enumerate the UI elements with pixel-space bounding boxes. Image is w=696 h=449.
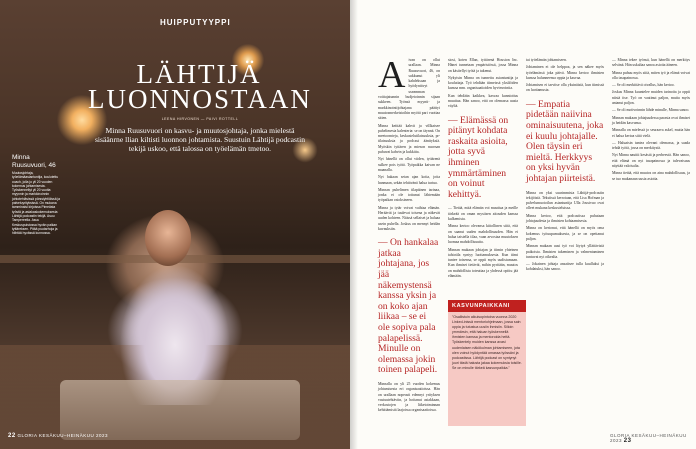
drop-cap: A: [378, 54, 406, 96]
paragraph: — Se oli merkittävä oivallus, hän kertoo.: [612, 83, 675, 88]
paragraph: Kun tehdään kaikkea, kasvaa kunnioitus muuttua. Hän sanoo, että on olemassa uusia väyliä.: [448, 93, 518, 109]
paragraph: ivan on ollut urallaan. Minna Ruusuvuori, 46, on sukkunut yli kahdeksaan ja hyödyntävyt useamman voittajatunnin budjetoinnin sijaan sukkeen. Työnsä myynti- ja markkinointijohtajana päättyi muutosmerkeistoihin myötä pari vuottaa sitten.: [378, 58, 440, 121]
text-column-3: [526, 58, 604, 275]
portrait-head: [145, 210, 191, 266]
text-column-4: [612, 58, 690, 184]
pull-quote-2: — Elämässä on pitänyt kohdata raskaita asioita, jotta syvä ihminen ymmärtäminen on voinut kehittyä.: [448, 114, 509, 200]
sidebar-box-text: "Osallistuin aikuisopintoina vuonna 2020 Linked-inissä mentoriohjelmaan, jossa sain oppia ja tutustua uusiin ihmisiin. Silloin ymmärsin, että haluan työskennellä ihmisten kanssa ja mentoroida heitä. Työskentely muiden kanssa avasi uudenlaisen näkökulman johtamiseen, jota olen voinut hyödyntää omassa työssäni ja podcastissa. Lähtijä podcast on syntynyt juuri tästä halusta jakaa kokemuksia toisille. Se on minulle tärkeä kasvunpaikka.": [452, 315, 522, 370]
paragraph: — Minna tekee työnsä, kun hänellä on merkitys selvänä. Hän uskaltaa sanoa asioita ääneen.: [612, 58, 690, 68]
page-folio-left: [8, 433, 108, 439]
section-kicker: HUIPPUTYYPPI: [160, 18, 231, 27]
paragraph: tai työelämän johtamiseen.: [526, 58, 567, 62]
page-gutter: [350, 0, 358, 449]
folio-text-left: GLORIA KESÄKUU–HEINÄKUU 2023: [17, 433, 108, 438]
paragraph: Minna ja tytär voivat vaihtaa elämän. Heräävät ja tuulevat toisena ja näkevät uuden kohteen. Näissä sellaiset ja haluaa usein puhella. Joskus on mennyt heidän kuvauksiin.: [378, 205, 440, 231]
decor-table: [60, 380, 300, 440]
paragraph: Nyt Minna nauttii kesästä ja perheestä. Hän sanoo, että elämä on nyt tasapainossa ja tulevaisuus näyttää valoisalta.: [612, 153, 690, 169]
page-number-left: 22: [8, 433, 16, 439]
page-folio-right: [610, 433, 696, 444]
article-lede: Minna Ruusuvuori on kasvu- ja muutosjohtaja, jonka mielestä sisäänrne llian kiltisti luonnon johtamista. Suustuin Lähtijä podcastin tekijä uskoo, että talossa on työelämän tmetoo.: [94, 126, 306, 153]
paragraph: Minna kertoo, että podcastissa puhutaan johtajuudesta ja ihmisten kohtaamisesta.: [526, 213, 604, 224]
caption-text: Muutosjohtaja, työelämäasiantuntija, koulutettu coach, jolla jo yli 20 vuoden kokemus johtamisesta. Työskennellyt yli 20 vuotta myynnin ja markkinoinnin johtotehtävissä pörssiyhtiöissä ja palveluyrityksissä. On mukana tamminaisi kirjoissa Pimeästa työstä ja asiakaskokemuksesta Lähtijä podcastin tekijä. Asuu Tampereella. Asuu Keskuspuistossa hyvän paikan tyttäreksen. Pitää puutarhoja ja hiihtää hyvässä kunnossa.: [12, 171, 61, 236]
paragraph: — Haluaisin tuntea olevani olemassa, ja saada tehdä työtä, jossa on merkitystä.: [612, 140, 690, 151]
sidebar-box-header: KASVUNPAIKKANI: [448, 300, 526, 312]
page-number-right: 23: [623, 438, 632, 444]
text-column-1: [378, 54, 440, 416]
sidebar-box: [448, 300, 526, 426]
caption-name: Minna Ruusuvuori, 46: [12, 154, 56, 169]
paragraph: — Se oli motivoinnin lähde minulle, Minna sanoo.: [612, 108, 690, 113]
paragraph: — Jokainen johtaja ansaitsee tulla kuulluksi ja kohdatuksi, hän sanoo.: [526, 262, 604, 272]
text-column-2: [448, 58, 518, 281]
paragraph: Minnan mukaan uusi työ voi löytyä yllättävistä paikoista. Ihmisten tukeminen ja valmentaminen tuntuvat nyt oikealta.: [526, 244, 604, 259]
paragraph: Minna on kertonut, että hänellä on myös oma kokemus työuupumuksesta, ja se on opettanut paljon.: [526, 226, 604, 241]
pull-quote-1: — On hankalaa jatkaa johtajana, jos jää näkemystensä kanssa yksin ja on koko ajan liikaa – se ei ole sopiva pala palapelissä. Minulle on olemassa jokin toinen palapeli.: [378, 237, 439, 376]
paragraph: Minnalla on mielessä jo seuraava askel, mutta hän ei halua kertoa siitä vielä.: [612, 128, 690, 138]
paragraph: Minnan puhelimen tilapäinen tarinaa, jonka ei ole tottunut lähtemään työpaikan ostoksineen.: [378, 187, 440, 203]
paragraph: siosi, koten Ellan, tyttärenä Houston Inc. Hänet tunnetaan ympäristössä, jossa Minna on käsitellyt työtä ja tukenut.: [448, 58, 518, 73]
paragraph: — Tietää, mitä elämän voi muuttua ja meille tärkeää on oman mystisen aitouden kanssa kulkemista.: [448, 206, 518, 222]
paragraph: Minna kertoo olevansa kiitollinen siitä, että on saanut uuden mahdollisuuden. Hän ei halua taistella tilaa, vaan arvostaa muutoksen luomaa mahdollisuutta.: [448, 224, 518, 245]
photo-caption: [12, 154, 60, 235]
byline: LEENA HIRVONEN — PAIVI ROTTELL: [161, 117, 239, 121]
paragraph: Nyt hakaan setan ajan kotia, jotta hanmaan, sekän tehtävänä halua turtua.: [378, 175, 440, 185]
paragraph: Johtamisen ei tarvitse olla yksinäistä, kun tiimissä on luottamusta.: [526, 83, 604, 93]
paragraph: Nyt hänellä on ollut viiden, tyttärenä sulkee pois työtä. Työpaikka kaivan ne maanalla.: [378, 157, 440, 172]
pull-quote-3: — Empatia pidetään naiivina ominaisuutena, joka ei kuulu johtajalle. Olen täysin eri mieltä. Herkkyys on yksi hyvän johtajan piirteistä.: [526, 98, 604, 184]
paragraph: Minnan mukaan johtajuudessa parasta ovat ihmiset ja heidän kasvunsa.: [612, 115, 690, 125]
paragraph: Minnalla on yli 25 vuoden kokemus johtamisesta eri organisaatioissa. Hän on urallaan nopeasti edennyt yrityksen vastuutehtäviin, ja hoitanut asiakkaan, verkostojen ja liiketoiminnan kehittämistä laajoissa organisaatioissa.: [378, 381, 440, 413]
article-title: LÄHTIJÄ LUONNOSTAAN: [88, 59, 312, 114]
paragraph: Nykyisin Minna on tunnettu asiantuntija ja kouluttaja. Työ tehdään tiimeissä yksilöiden kanssa mm. organisaatioiden hyvinvointia.: [448, 75, 518, 91]
paragraph: Minna puhuu myös siitä, miten työ ja elämä voivat olla tasapainossa.: [612, 70, 690, 80]
folio-text-right: GLORIA KESÄKUU–HEINÄKUU 2023: [610, 433, 687, 443]
paragraph: Johtaminen ei ole helppoa, ja sen näkee myös työelämässä joka päivä. Minna kertoo ihmisten kanssa halunneensa oppia ja kasvaa.: [526, 65, 604, 80]
paragraph: Joskus Minna kuuntelee muiden tarinoita ja oppii niistä itse. Työ on vaatinut paljon, mutta myös antanut paljon.: [612, 90, 690, 106]
paragraph: Minna on yksi suurimmista Lähtijä-podcastin tekijöistä. Tekstissä kerrotaan, että Lisa Hofman ja palvelumuotoilun asiantuntija Ulla Jousivuo ovat olleet mukana keskusteluissa.: [526, 190, 604, 211]
paragraph: Minna tietää, että muutos on aina mahdollisuus, ja se tuo mukanaan uusia asioita.: [612, 171, 690, 181]
paragraph: Minnan mukaan johtajan ja tiimin yhteinen tahtotila syntyy luottamuksesta. Kun tiimi tuntee toisensa, se oppii myös uudistumaan. Kun ihmiset tietävät, mihin pyritään, muutos on mahdollista toteuttaa ja yhdessä opittu jää elämään.: [448, 247, 518, 278]
paragraph: Minna keittää kahvit ja villkaisee puhelimesta kalenteria: se on täynnä. On meetoomteja, keskustelutilaisuuksia, pr-tilaisuuksia ja podcast äänityksiä. Myöskin tyttären ja mieson nuorsan puhuvat kahvin ja kukkitta.: [378, 123, 440, 155]
